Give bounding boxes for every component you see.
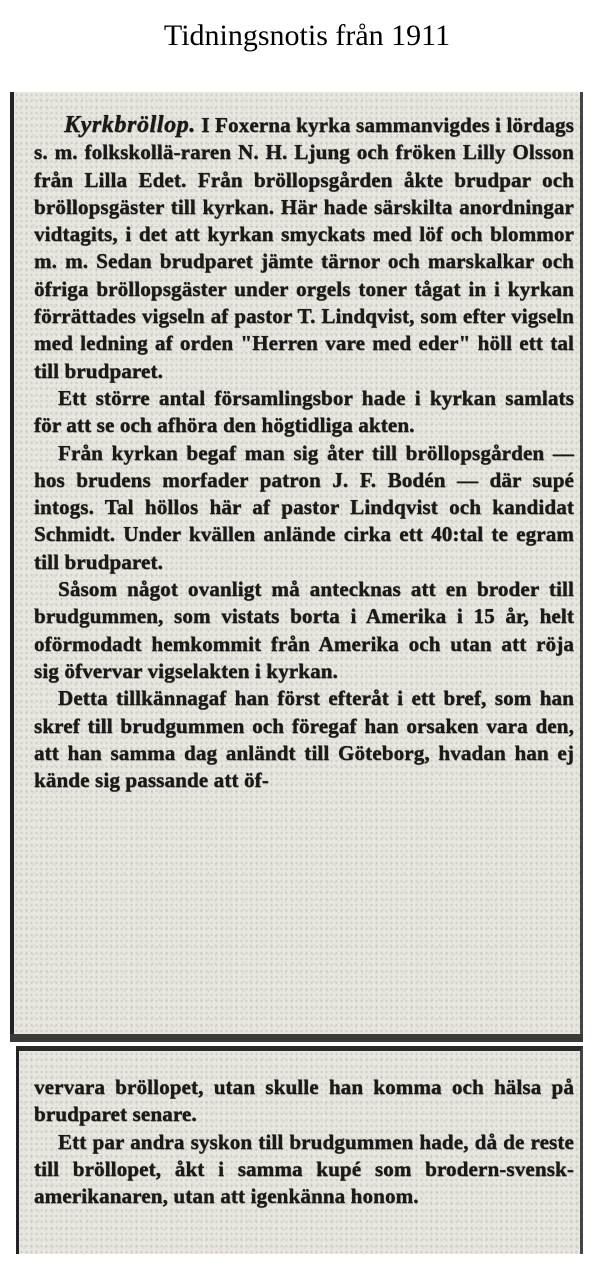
article-headline: Kyrkbröllop. <box>64 112 196 138</box>
page-title: Tidningsnotis från 1911 <box>163 19 451 52</box>
article-paragraph: vervara bröllopet, utan skulle han komma och hälsa på brudparet senare. <box>34 1075 574 1127</box>
paragraph-text: I Foxerna kyrka sammanvigdes i lördags s. m. folkskollä-raren N. H. Ljung och fröken Lilly Olsson från Lilla Edet. Från bröllopsgården åkte brudpar och bröllopsgäster till kyrkan. Här hade särskilta anordningar vidtagits, i det att kyrkan smyckats med löf och blommor m. m. Sedan brudparet jämte tärnor och marskalkar och öfriga bröllopsgäster under orgels toner tågat in i kyrkan förrättades vigseln af pastor T. Lindqvist, som efter vigseln med ledning af orden "Herren vare med eder" höll ett tal till brudparet. <box>34 113 575 383</box>
article-continuation <box>34 1074 574 1210</box>
column-divider <box>10 1034 583 1042</box>
article-paragraph: Såsom något ovanligt må antecknas att en broder till brudgummen, som vistats borta i Amerika i 15 år, helt oförmodadt hemkommit från Amerika och utan att röja sig öfvervar vigselakten i kyrkan. <box>34 577 574 683</box>
article-paragraph <box>34 112 574 385</box>
article-body <box>34 112 574 794</box>
article-paragraph: Detta tillkännagaf han först efteråt i ett bref, som han skref till brudgummen och föregaf han orsaken vara den, att han samma dag anländt till Göteborg, hvadan han ej kände sig passande att öf- <box>34 686 574 793</box>
article-paragraph: Ett par andra syskon till brudgummen hade, då de reste till bröllopet, åkt i samma kupé som brodern-svensk-amerikanaren, utan att igenkänna honom. <box>34 1129 574 1209</box>
article-paragraph: Från kyrkan begaf man sig åter till bröllopsgården — hos brudens morfader patron J. F. Bodén — där supé intogs. Tal höllos här af pastor Lindqvist och kandidat Schmidt. Under kvällen anlände cirka ett 40:tal te egram till brudparet. <box>34 440 574 574</box>
article-paragraph: Ett större antal församlingsbor hade i kyrkan samlats för att se och afhöra den högtidliga akten. <box>34 385 574 438</box>
